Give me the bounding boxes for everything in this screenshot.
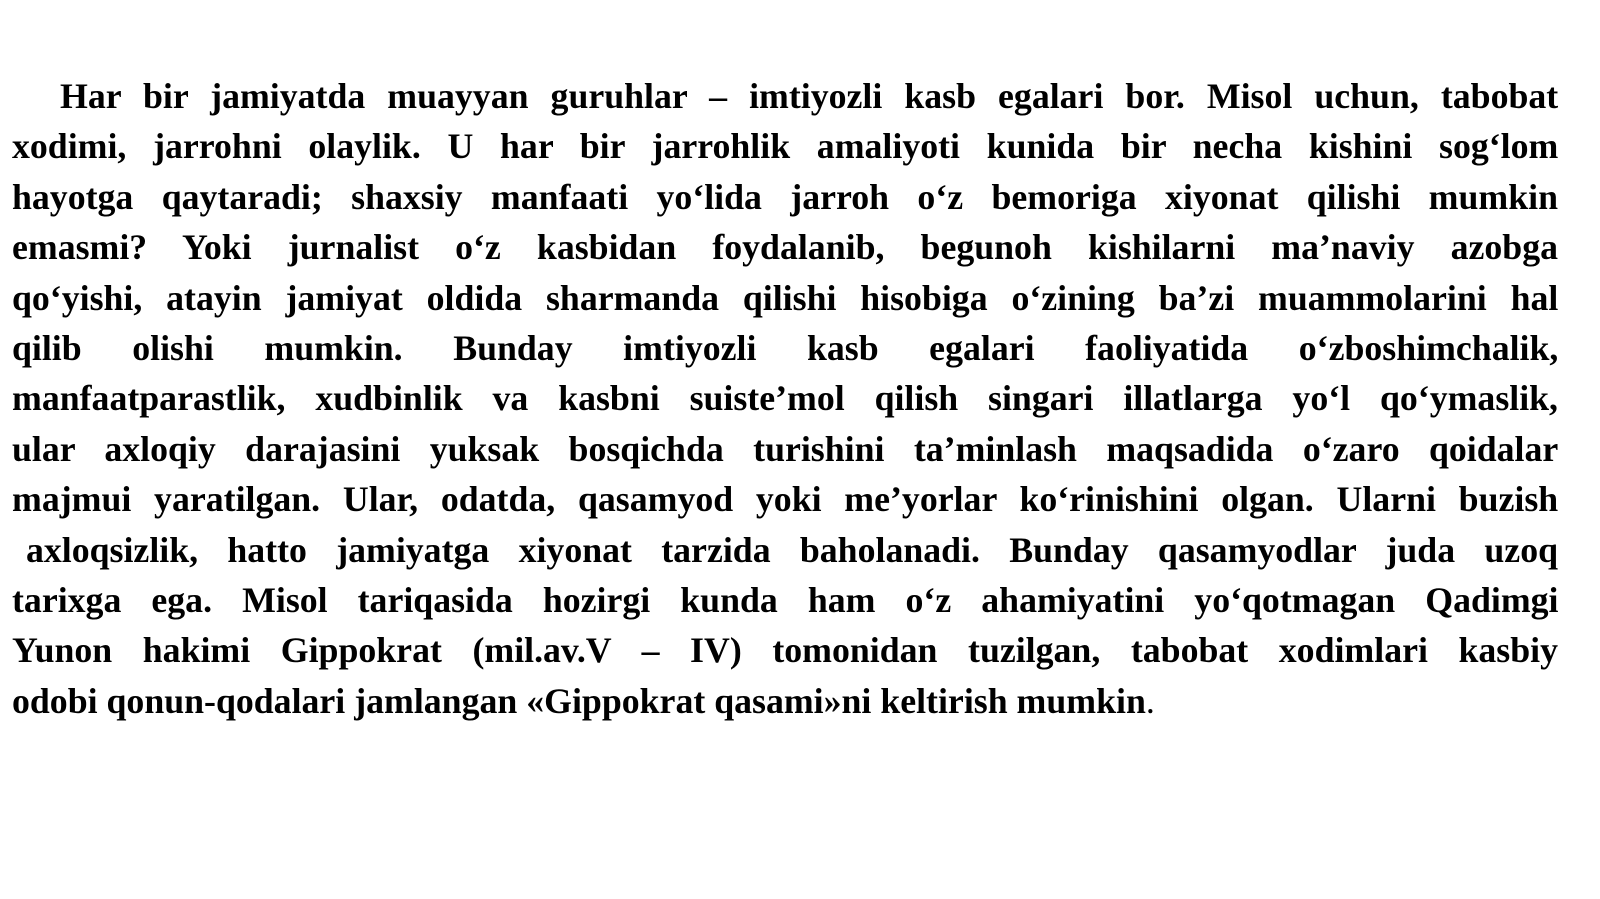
- paragraph-line: qo‘yishi, atayin jamiyat oldida sharmanda qilishi hisobiga o‘zining ba’zi muammolarini hal: [12, 277, 1559, 318]
- paragraph-line: tarixga ega. Misol tariqasida hozirgi kunda ham o‘z ahamiyatini yo‘qotmagan Qadimgi: [12, 580, 1559, 621]
- paragraph-last-line-text: odobi qonun-qodalari jamlangan «Gippokrat qasami»ni keltirish mumkin: [12, 680, 1146, 721]
- paragraph-line: ular axloqiy darajasini yuksak bosqichda turishini ta’minlash maqsadida o‘zaro qoidalar: [12, 428, 1559, 469]
- paragraph-line: emasmi? Yoki jurnalist o‘z kasbidan foydalanib, begunoh kishilarni ma’naviy azobga: [12, 227, 1558, 268]
- paragraph-line: qilib olishi mumkin. Bunday imtiyozli kasb egalari faoliyatida o‘zboshimchalik,: [12, 328, 1559, 369]
- paragraph-line: Har bir jamiyatda muayyan guruhlar – imtiyozli kasb egalari bor. Misol uchun, tabobat: [60, 76, 1559, 116]
- paragraph-line: Yunon hakimi Gippokrat (mil.av.V – IV) tomonidan tuzilgan, tabobat xodimlari kasbiy: [12, 630, 1558, 671]
- paragraph-line: xodimi, jarrohni olaylik. U har bir jarrohlik amaliyoti kunida bir necha kishini sog‘lom: [12, 126, 1559, 167]
- paragraph-line: majmui yaratilgan. Ular, odatda, qasamyod yoki me’yorlar ko‘rinishini olgan. Ularni buzish: [12, 479, 1559, 520]
- final-period: .: [1145, 680, 1155, 721]
- paragraph-last-line: [12, 676, 1558, 726]
- paragraph-line: axloqsizlik, hatto jamiyatga xiyonat tarzida baholanadi. Bunday qasamyodlar juda uzoq: [26, 529, 1558, 570]
- paragraph-line: manfaatparastlik, xudbinlik va kasbni suiste’mol qilish singari illatlarga yo‘l qo‘ymaslik,: [12, 378, 1558, 419]
- paragraph-line: hayotga qaytaradi; shaxsiy manfaati yo‘lida jarroh o‘z bemoriga xiyonat qilishi mumkin: [12, 176, 1558, 217]
- body-paragraph: [12, 71, 1558, 726]
